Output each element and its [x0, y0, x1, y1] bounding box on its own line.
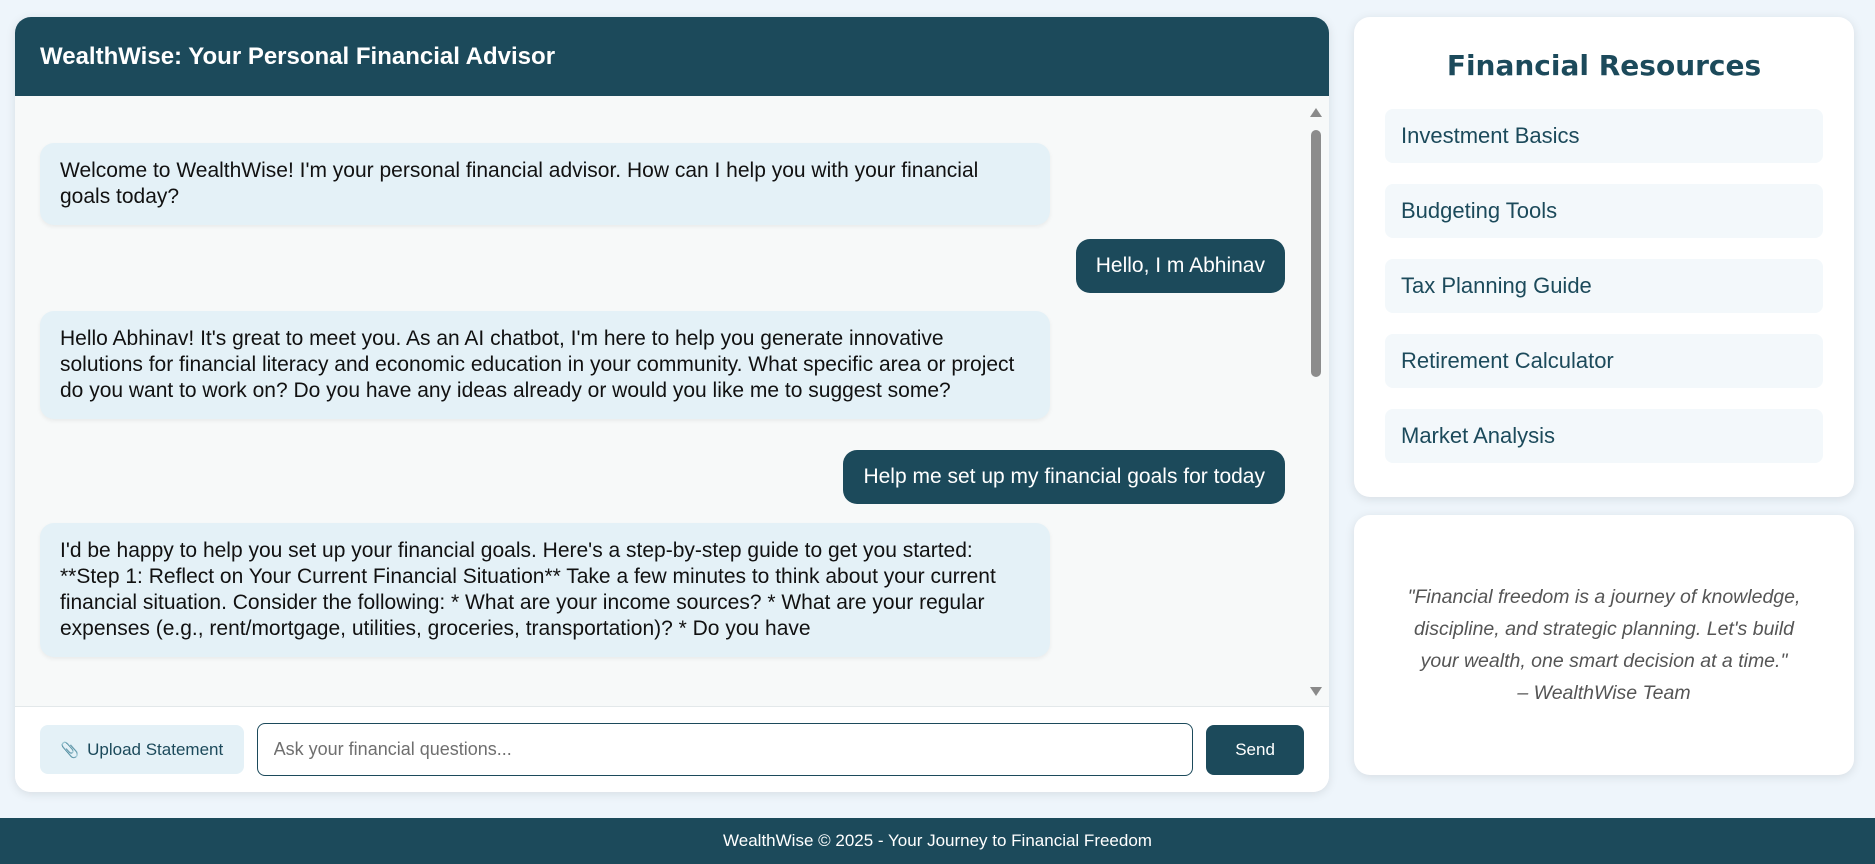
quote-text: "Financial freedom is a journey of knowledge, discipline, and strategic planning. Let's build your wealth, one smart decision at a time."	[1407, 586, 1801, 672]
resource-item-retirement-calculator[interactable]: Retirement Calculator	[1385, 334, 1823, 388]
chat-panel	[15, 17, 1329, 792]
scroll-down-icon[interactable]	[1310, 687, 1322, 696]
quote-author: – WealthWise Team	[1517, 682, 1691, 704]
resources-title: Financial Resources	[1446, 49, 1762, 82]
message-list	[15, 96, 1305, 706]
quote-card	[1354, 515, 1854, 775]
page-title: WealthWise: Your Personal Financial Advisor	[40, 42, 556, 70]
resource-item-market-analysis[interactable]: Market Analysis	[1385, 409, 1823, 463]
scroll-up-icon[interactable]	[1310, 108, 1322, 117]
footer-text: WealthWise © 2025 - Your Journey to Financial Freedom	[723, 831, 1152, 850]
scrollbar[interactable]	[1309, 104, 1323, 700]
bot-message	[40, 523, 1050, 657]
paperclip-icon: 📎	[60, 741, 80, 759]
footer	[0, 818, 1875, 864]
upload-statement-label: Upload Statement	[87, 739, 224, 759]
resource-item-investment-basics[interactable]: Investment Basics	[1385, 109, 1823, 163]
chat-input[interactable]	[257, 723, 1194, 776]
user-message	[1076, 239, 1285, 293]
input-bar	[15, 706, 1329, 792]
resources-panel	[1354, 17, 1854, 497]
bot-message	[40, 311, 1050, 419]
upload-statement-button[interactable]	[40, 725, 244, 774]
message-text: Hello, I m Abhinav	[1095, 254, 1265, 277]
message-text: Hello Abhinav! It's great to meet you. As an AI chatbot, I'm here to help you generate innovative solutions for financial literacy and economic education in your community. What specific area or project do you want to work on? Do you have any ideas already or would you like me to suggest some?	[60, 327, 1015, 402]
message-text: Welcome to WealthWise! I'm your personal financial advisor. How can I help you with your financial goals today?	[60, 159, 979, 208]
scrollbar-thumb[interactable]	[1311, 130, 1321, 377]
send-button[interactable]: Send	[1206, 725, 1304, 775]
message-text: I'd be happy to help you set up your financial goals. Here's a step-by-step guide to get you started: **Step 1: Reflect on Your Current Financial Situation** Take a few minutes to think about your current financial situation. Consider the following: * What are your income sources? * What are your regular expenses (e.g., rent/mortgage, utilities, groceries, transportation)? * Do you have	[60, 539, 996, 640]
resource-item-budgeting-tools[interactable]: Budgeting Tools	[1385, 184, 1823, 238]
chat-header	[15, 17, 1329, 96]
chat-messages-area[interactable]	[15, 96, 1329, 706]
resource-item-tax-planning-guide[interactable]: Tax Planning Guide	[1385, 259, 1823, 313]
bot-message	[40, 143, 1050, 225]
user-message	[843, 450, 1285, 504]
message-text: Help me set up my financial goals for today	[863, 465, 1265, 488]
